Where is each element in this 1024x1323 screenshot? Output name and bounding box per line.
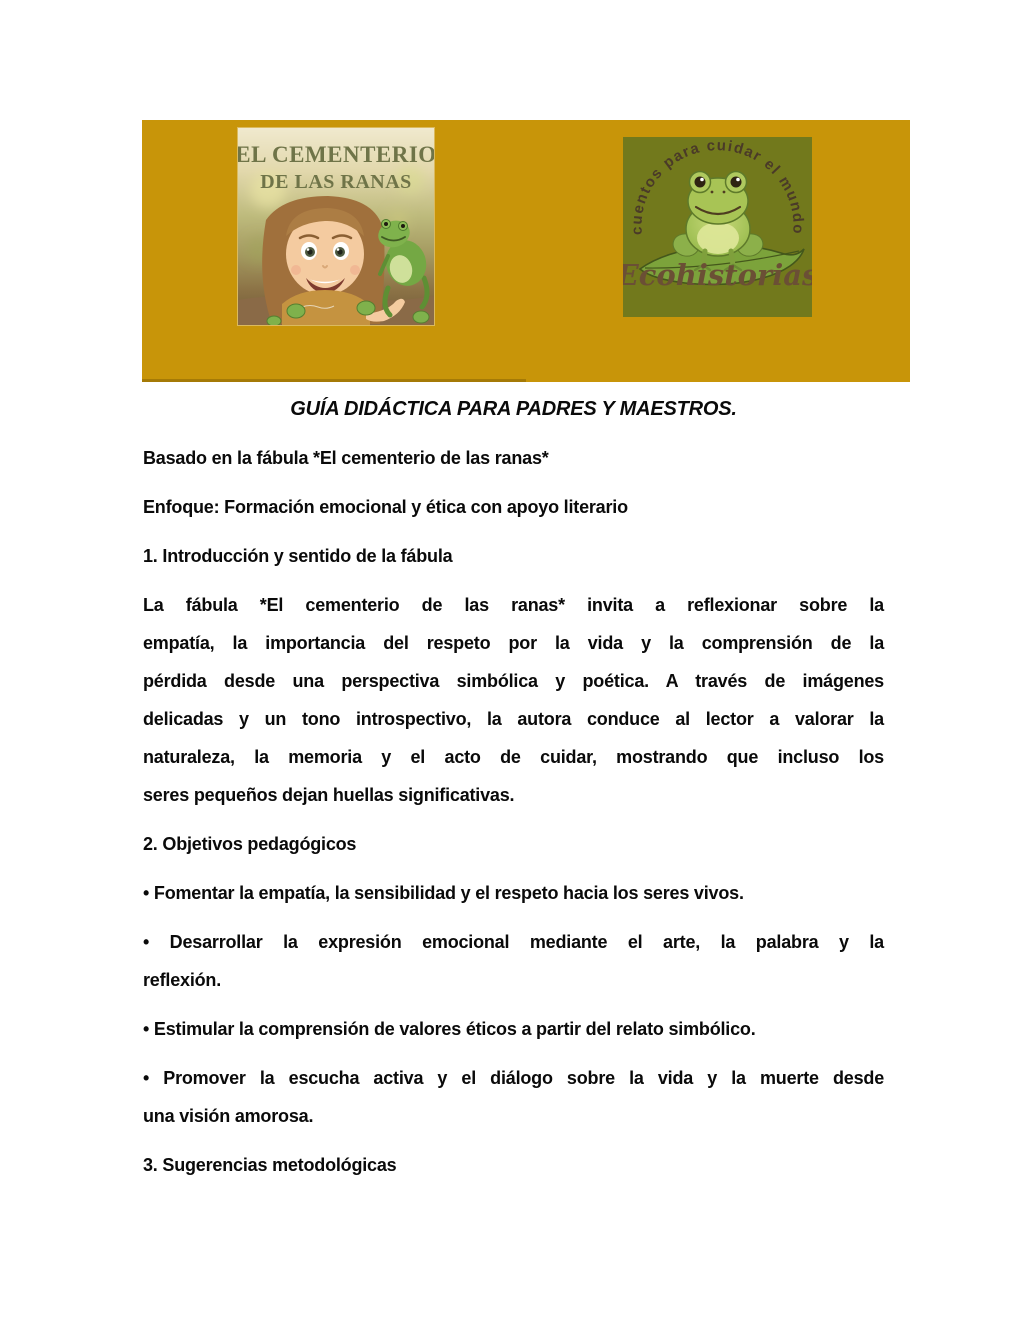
ecohistorias-logo-art bbox=[623, 137, 812, 317]
intro-paragraph bbox=[143, 586, 884, 814]
intro-line: naturaleza, la memoria y el acto de cuidar, mostrando que incluso los bbox=[143, 747, 884, 767]
objective-item: • Estimular la comprensión de valores éticos a partir del relato simbólico. bbox=[143, 1019, 756, 1039]
objective-line: una visión amorosa. bbox=[143, 1106, 314, 1126]
book-cover-illustration bbox=[238, 128, 434, 325]
book-cover-image bbox=[238, 128, 434, 325]
intro-line: delicadas y un tono introspectivo, la autora conduce al lector a valorar la bbox=[143, 709, 884, 729]
objective-line: • Desarrollar la expresión emocional mediante el arte, la palabra y la bbox=[143, 932, 884, 952]
logo-brand-text: Ecohistorias bbox=[623, 258, 812, 292]
objective-item bbox=[143, 1059, 884, 1135]
based-on-line: Basado en la fábula *El cementerio de las ranas* bbox=[143, 448, 549, 468]
header-banner bbox=[142, 120, 910, 382]
document-body bbox=[143, 390, 884, 1195]
intro-line: La fábula *El cementerio de las ranas* invita a reflexionar sobre la bbox=[143, 595, 884, 615]
cover-title-line2: DE LAS RANAS bbox=[260, 171, 412, 193]
objective-item bbox=[143, 923, 884, 999]
document-title: GUÍA DIDÁCTICA PARA PADRES Y MAESTROS. bbox=[290, 398, 737, 420]
intro-line: pérdida desde una perspectiva simbólica y poética. A través de imágenes bbox=[143, 671, 884, 691]
intro-line: seres pequeños dejan huellas significativas. bbox=[143, 785, 515, 805]
focus-line: Enfoque: Formación emocional y ética con apoyo literario bbox=[143, 497, 628, 517]
cover-title-line1: EL CEMENTERIO bbox=[238, 142, 434, 167]
objective-line: • Promover la escucha activa y el diálogo sobre la vida y la muerte desde bbox=[143, 1068, 884, 1088]
logo-arc-text: cuentos para cuidar el mundo bbox=[628, 137, 807, 236]
intro-line: empatía, la importancia del respeto por la vida y la comprensión de la bbox=[143, 633, 884, 653]
section1-heading: 1. Introducción y sentido de la fábula bbox=[143, 546, 453, 566]
section3-heading: 3. Sugerencias metodológicas bbox=[143, 1155, 397, 1175]
objective-item: • Fomentar la empatía, la sensibilidad y el respeto hacia los seres vivos. bbox=[143, 883, 744, 903]
objective-line: reflexión. bbox=[143, 970, 222, 990]
section2-heading: 2. Objetivos pedagógicos bbox=[143, 834, 357, 854]
ecohistorias-logo bbox=[623, 137, 812, 317]
